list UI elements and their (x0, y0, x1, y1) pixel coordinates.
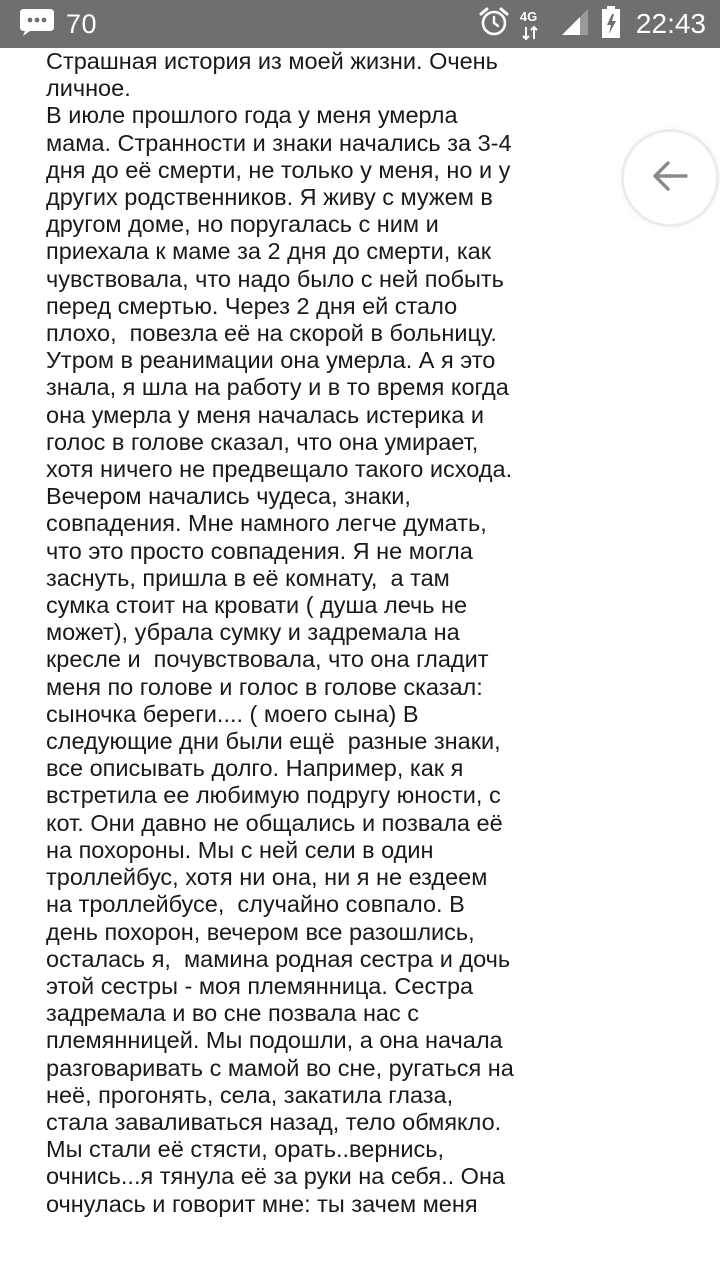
signal-icon (560, 7, 590, 42)
arrow-left-icon (651, 159, 689, 198)
notification-count: 70 (66, 8, 98, 39)
post-content (46, 48, 521, 1218)
clock: 22:43 (635, 8, 706, 39)
message-icon (18, 7, 56, 42)
post-body: В июле прошлого года у меня умерла мама. Странности и знаки начались за 3-4 дня до её смерти, не только у меня, но и у других родственников. Я живу с мужем в другом доме, но поругалась с ним и приехала к маме за 2 дня до смерти, как чувствовала, что надо было с ней побыть перед смертью. Через 2 дня ей стало плохо, повезла её на скорой в больницу. Утром в реанимации она умерла. А я это знала, я шла на работу и в то время когда она умерла у меня началась истерика и голос в голове сказал, что она умирает, хотя ничего не предвещало такого исхода. Вечером начались чудеса, знаки, совпадения. Мне намного легче думать, что это просто совпадения. Я не могла заснуть, пришла в её комнату, а там сумка стоит на кровати ( душа лечь не может), убрала сумку и задремала на кресле и почувствовала, что она гладит меня по голове и голос в голове сказал: сыночка береги.... ( моего сына) В следующие дни были ещё разные знаки, все описывать долго. Например, как я встретила ее любимую подругу юности, с кот. Они давно не общались и позвала её на похороны. Мы с ней сели в один троллейбус, хотя ни она, ни я не ездеем на троллейбусе, случайно совпало. В день похорон, вечером все разошлись, осталась я, мамина родная сестра и дочь этой сестры - моя племянница. Сестра задремала и во сне позвала нас с племянницей. Мы подошли, а она начала разговаривать с мамой во сне, ругаться на неё, прогонять, села, закатила глаза, стала заваливаться назад, тело обмякло. Мы стали её стясти, орать..вернись, очнись...я тянула её за руки на себя.. Она очнулась и говорит мне: ты зачем меня (46, 102, 521, 1217)
network-label: 4G (519, 9, 538, 24)
status-bar-right (468, 0, 706, 48)
alarm-icon (478, 6, 510, 43)
back-button[interactable] (624, 132, 716, 224)
post-title: Страшная история из моей жизни. Очень личное. (46, 48, 505, 102)
status-bar-left (18, 0, 97, 48)
battery-icon (600, 5, 622, 44)
status-bar (0, 0, 720, 48)
network-indicator (520, 7, 550, 41)
